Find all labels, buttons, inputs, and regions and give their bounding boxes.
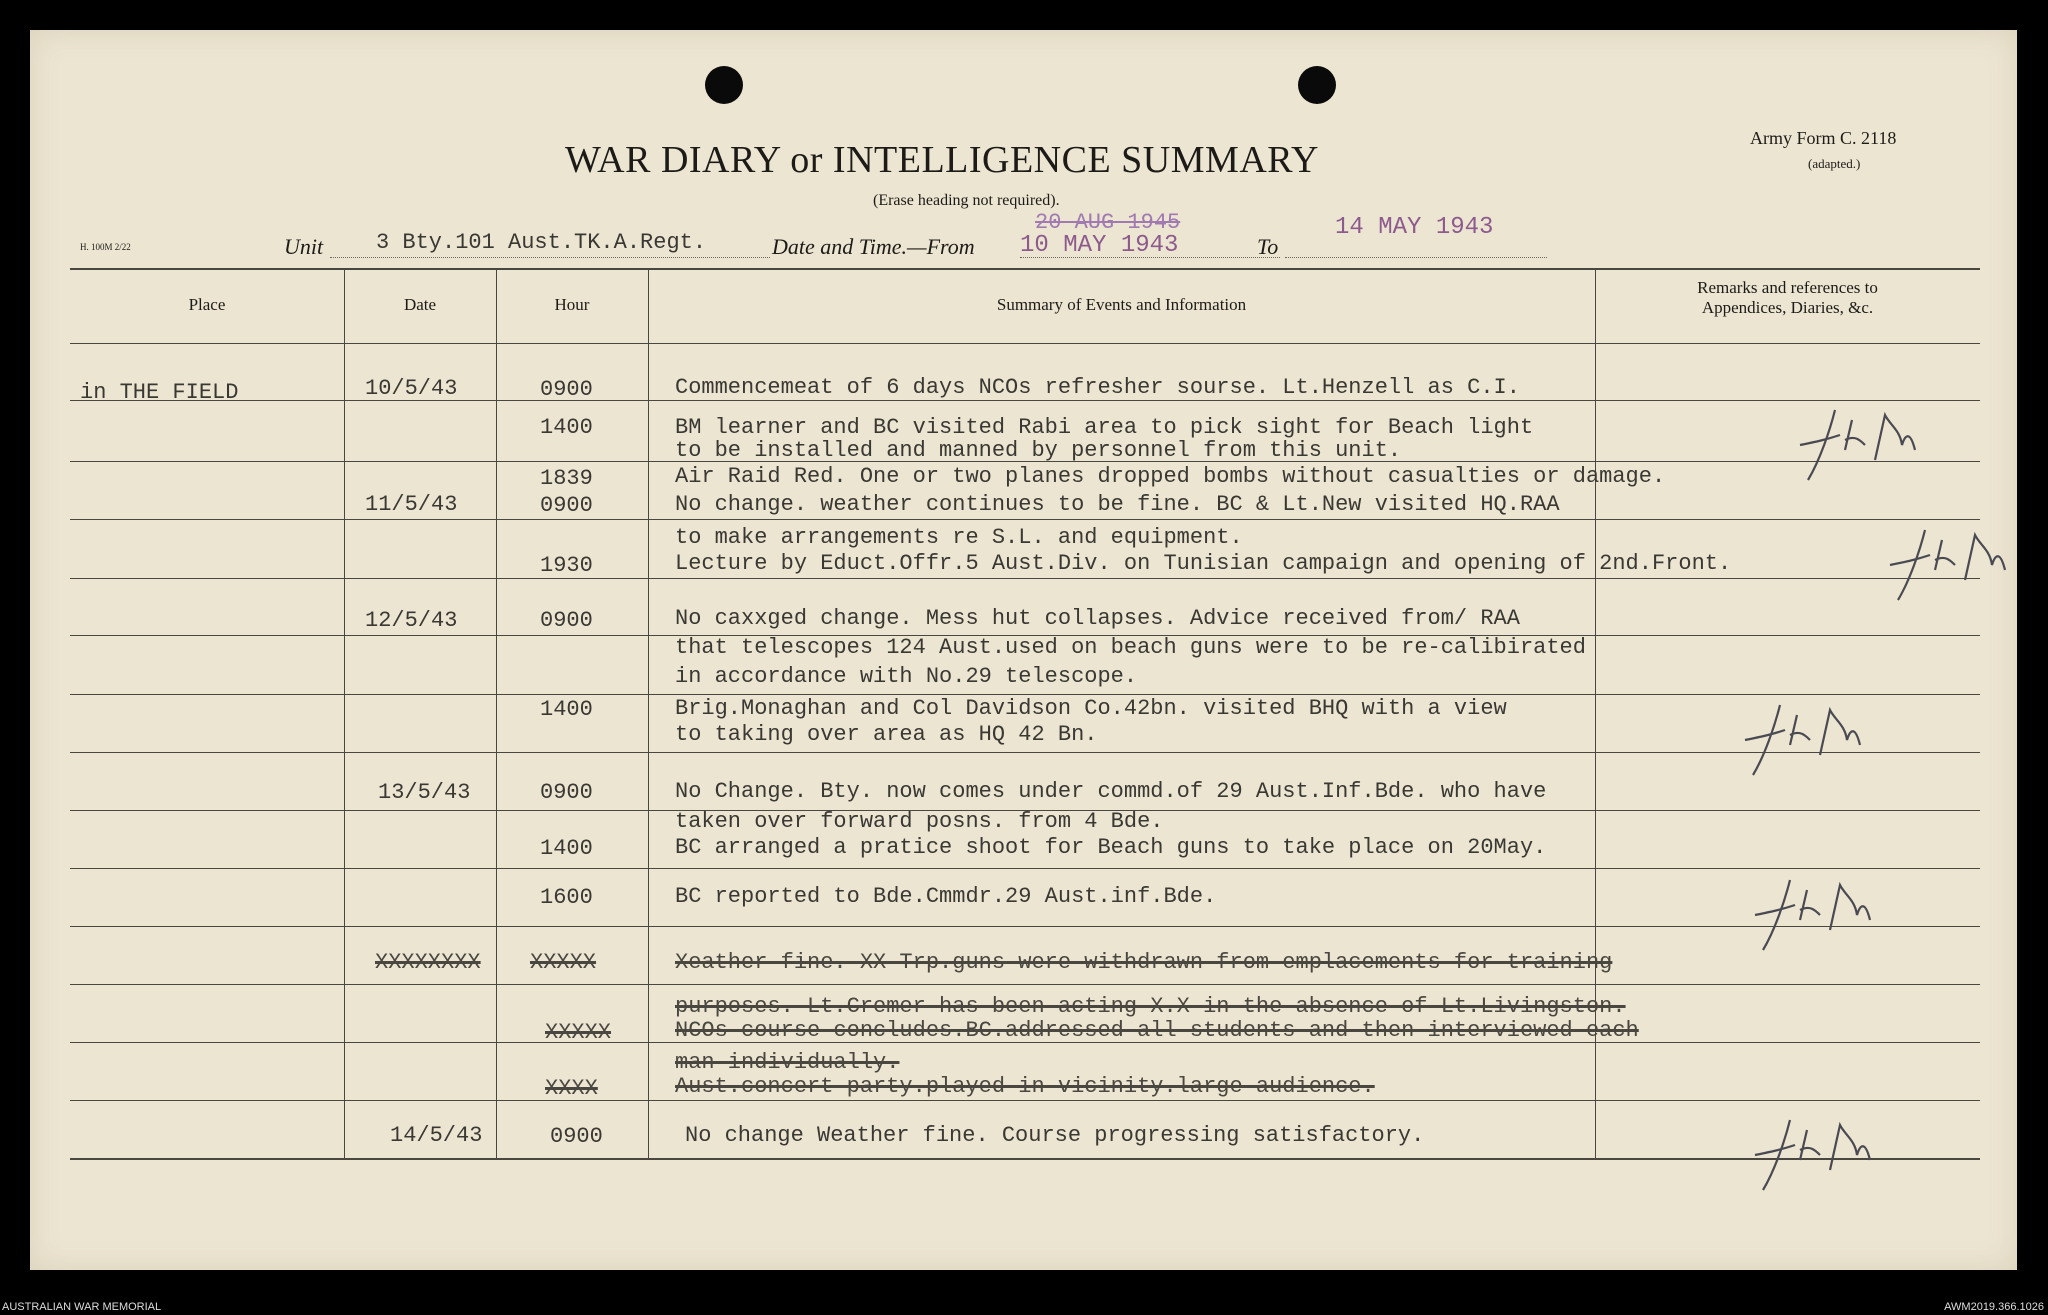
- row-rule: [70, 926, 1980, 927]
- entry-hour: 0900: [540, 608, 593, 633]
- entry-text: Brig.Monaghan and Col Davidson Co.42bn. visited BHQ with a view: [675, 696, 1507, 721]
- entry-text: to be installed and manned by personnel from this unit.: [675, 438, 1402, 463]
- entry-hour: 1600: [540, 885, 593, 910]
- punch-hole-left: [705, 66, 743, 104]
- unit-dotted-line: [330, 257, 770, 258]
- struck-entry-text: Aust.concert party.played in vicinity.large audience.: [675, 1074, 1375, 1099]
- column-divider-place: [344, 270, 345, 1158]
- unit-value: 3 Bty.101 Aust.TK.A.Regt.: [376, 230, 707, 255]
- entry-text: to make arrangements re S.L. and equipment.: [675, 525, 1243, 550]
- row-rule: [70, 868, 1980, 869]
- entry-text: Air Raid Red. One or two planes dropped bombs without casualties or damage.: [675, 464, 1666, 489]
- entry-text: BC reported to Bde.Cmmdr.29 Aust.inf.Bde.: [675, 884, 1217, 909]
- column-header-date: Date: [403, 295, 437, 314]
- print-code: H. 100M 2/22: [80, 242, 131, 252]
- entry-hour: 1400: [540, 697, 593, 722]
- entry-text: No Change. Bty. now comes under commd.of 29 Aust.Inf.Bde. who have: [675, 779, 1547, 804]
- form-reference: Army Form C. 2118: [1750, 128, 1897, 148]
- entry-text: that telescopes 124 Aust.used on beach guns were to be re-calibirated: [675, 635, 1586, 660]
- to-dotted-line: [1285, 257, 1547, 258]
- column-header-place: Place: [188, 295, 226, 314]
- header-divider: [70, 343, 1980, 344]
- date-time-label: Date and Time.—From: [772, 234, 975, 259]
- entry-date: 11/5/43: [365, 492, 458, 517]
- row-rule: [70, 578, 1980, 579]
- entry-text: BC arranged a pratice shoot for Beach guns to take place on 20May.: [675, 835, 1547, 860]
- column-header-hour: Hour: [554, 295, 590, 314]
- entry-date: 14/5/43: [390, 1123, 483, 1148]
- form-adapted: (adapted.): [1808, 156, 1861, 171]
- from-date-stamp: 10 MAY 1943: [1020, 232, 1179, 259]
- entry-date: 12/5/43: [365, 608, 458, 633]
- struck-entry-hour: XXXX: [545, 1076, 598, 1101]
- entry-text: No change Weather fine. Course progressing satisfactory.: [685, 1123, 1425, 1148]
- struck-entry-text: NCOs course concludes.BC.addressed all students and then interviewed each: [675, 1018, 1639, 1043]
- war-diary-page: [30, 30, 2017, 1270]
- entry-hour: 0900: [540, 780, 593, 805]
- entry-hour: 1930: [540, 553, 593, 578]
- entry-hour: 0900: [540, 377, 593, 402]
- signature-initials: [1745, 1110, 1885, 1200]
- row-rule: [70, 519, 1980, 520]
- entry-text: BM learner and BC visited Rabi area to pick sight for Beach light: [675, 415, 1534, 440]
- entry-text: Lecture by Educt.Offr.5 Aust.Div. on Tunisian campaign and opening of 2nd.Front.: [675, 551, 1732, 576]
- struck-entry-hour: XXXXX: [545, 1020, 612, 1045]
- entry-text: Commencemeat of 6 days NCOs refresher sourse. Lt.Henzell as C.I.: [675, 375, 1520, 400]
- entry-date: 13/5/43: [378, 780, 471, 805]
- struck-entry-date: XXXXXXXX: [375, 950, 481, 975]
- signature-initials: [1735, 695, 1875, 785]
- row-rule: [70, 694, 1980, 695]
- entry-hour: 1400: [540, 415, 593, 440]
- row-rule: [70, 752, 1980, 753]
- column-header-remarks-line1: Remarks and references to: [1697, 278, 1878, 297]
- from-overstamp: 20 AUG 1945: [1035, 210, 1181, 235]
- footer-archive-name: AUSTRALIAN WAR MEMORIAL: [2, 1301, 162, 1313]
- struck-entry-text: Xeather fine. XX Trp.guns were withdrawn from emplacements for training: [675, 950, 1613, 975]
- entry-text: to taking over area as HQ 42 Bn.: [675, 722, 1098, 747]
- punch-hole-right: [1298, 66, 1336, 104]
- document-title: WAR DIARY or INTELLIGENCE SUMMARY: [565, 139, 1319, 181]
- table-top-border: [70, 268, 1980, 270]
- footer-archive-reference: AWM2019.366.1026: [1944, 1301, 2044, 1313]
- row-rule: [70, 984, 1980, 985]
- entry-hour: 1400: [540, 836, 593, 861]
- entry-text: No change. weather continues to be fine. BC & Lt.New visited HQ.RAA: [675, 492, 1560, 517]
- from-dotted-line: [1020, 257, 1280, 258]
- struck-entry-hour: XXXXX: [530, 950, 597, 975]
- column-divider-hour: [648, 270, 649, 1158]
- table-bottom-border: [70, 1158, 1980, 1160]
- entry-text: taken over forward posns. from 4 Bde.: [675, 809, 1164, 834]
- row-rule: [70, 1100, 1980, 1101]
- entry-text: in accordance with No.29 telescope.: [675, 664, 1138, 689]
- signature-initials: [1745, 870, 1885, 960]
- to-date-stamp: 14 MAY 1943: [1335, 214, 1494, 241]
- entry-hour: 1839: [540, 466, 593, 491]
- column-header-summary: Summary of Events and Information: [996, 295, 1247, 314]
- unit-label: Unit: [284, 234, 324, 259]
- entry-place: in THE FIELD: [80, 380, 239, 405]
- document-subtitle: (Erase heading not required).: [873, 192, 1060, 209]
- entry-hour: 0900: [540, 493, 593, 518]
- entry-text: No caxxged change. Mess hut collapses. Advice received from/ RAA: [675, 606, 1520, 631]
- entry-hour: 0900: [550, 1124, 603, 1149]
- signature-initials: [1880, 520, 2020, 610]
- to-label: To: [1257, 234, 1279, 259]
- column-header-remarks-line2: Appendices, Diaries, &c.: [1701, 298, 1874, 317]
- signature-initials: [1790, 400, 1930, 490]
- struck-entry-text: man individually.: [675, 1050, 900, 1075]
- column-divider-date: [496, 270, 497, 1158]
- struck-entry-text: purposes. Lt.Cremer has been acting X.X in the absence of Lt.Livingston.: [675, 994, 1626, 1019]
- entry-date: 10/5/43: [365, 376, 458, 401]
- row-rule: [70, 400, 1980, 401]
